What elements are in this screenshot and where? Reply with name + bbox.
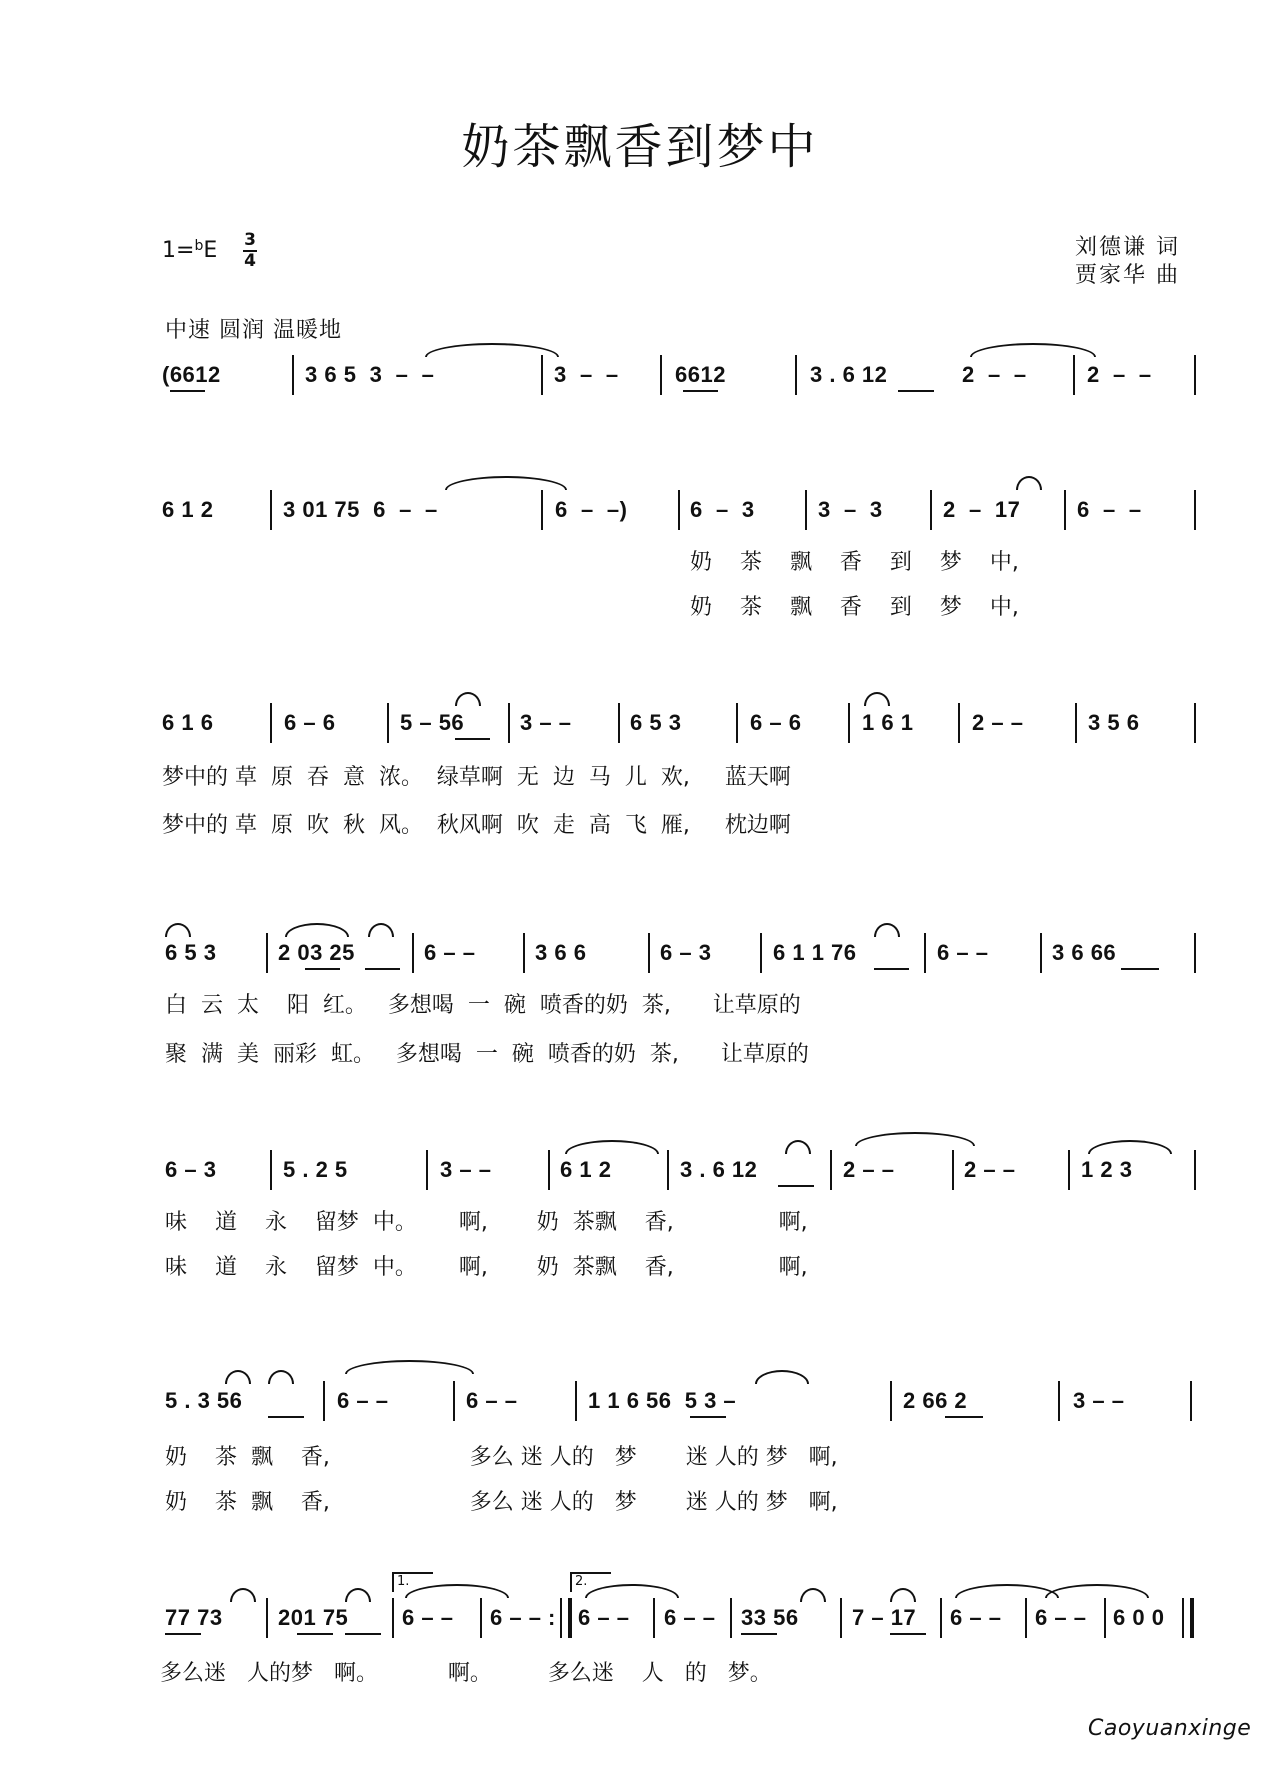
measure: 6 – –) (555, 497, 628, 522)
barline (1075, 703, 1077, 743)
measure: 6 – 3 (690, 497, 755, 522)
barline (541, 355, 543, 395)
beam (305, 968, 340, 970)
repeat-barline (560, 1598, 572, 1638)
beam (165, 1633, 201, 1635)
tie (955, 1584, 1059, 1598)
beam (741, 1633, 777, 1635)
barline (940, 1598, 942, 1638)
page-title: 奶茶飘香到梦中 (461, 119, 819, 175)
beam (455, 738, 490, 740)
barline (795, 355, 797, 395)
tie (855, 1132, 975, 1146)
measure: 1 2 3 (1081, 1157, 1133, 1182)
tie (345, 1360, 474, 1374)
measure: 3 – – (520, 710, 572, 735)
barline (660, 355, 662, 395)
measure: 1 6 1 (862, 710, 914, 735)
barline (958, 703, 960, 743)
barline (730, 1598, 732, 1638)
barline (678, 490, 680, 530)
barline (952, 1150, 954, 1190)
measure: 6 1 2 (560, 1157, 612, 1182)
composer: 贾家华 曲 (1075, 263, 1180, 288)
lyrics-verse-2: 聚 满 美 丽彩 虹。 多想喝 一 碗 喷香的奶 茶, 让草原的 (165, 1042, 809, 1067)
barline (453, 1381, 455, 1421)
barline (1194, 490, 1196, 530)
beam (690, 1416, 726, 1418)
measure: (6612 (162, 362, 221, 387)
measure: 6 0 0 (1113, 1605, 1165, 1630)
lyrics-verse-1: 味 道 永 留梦 中。 啊, 奶 茶飘 香, 啊, (165, 1210, 808, 1235)
measure: 3 01 75 6 – – (283, 497, 438, 522)
lyrics-verse-1: 梦中的 草 原 吞 意 浓。 绿草啊 无 边 马 儿 欢, 蓝天啊 (162, 765, 791, 790)
measure: 6612 (675, 362, 726, 387)
barline (830, 1150, 832, 1190)
measure: 3 – 3 (818, 497, 883, 522)
barline (292, 355, 294, 395)
beam (170, 390, 205, 392)
measure: 6 – – (466, 1388, 518, 1413)
slur (755, 1370, 809, 1384)
slur (1088, 1140, 1172, 1154)
slur (565, 1140, 659, 1154)
measure: 3 6 6 (535, 940, 587, 965)
barline (426, 1150, 428, 1190)
barline (924, 933, 926, 973)
barline (840, 1598, 842, 1638)
barline (1194, 1150, 1196, 1190)
slur (368, 923, 394, 937)
measure: 33 56 (741, 1605, 799, 1630)
measure: 5 . 2 5 (283, 1157, 348, 1182)
barline (1025, 1598, 1027, 1638)
measure: 2 – – (972, 710, 1024, 735)
measure: 5 – 56 (400, 710, 465, 735)
time-numerator: 3 (244, 230, 256, 250)
barline (387, 703, 389, 743)
measure: 6 – – : (490, 1605, 556, 1630)
barline (760, 933, 762, 973)
barline (1194, 933, 1196, 973)
barline (508, 703, 510, 743)
barline (848, 703, 850, 743)
key-signature (162, 238, 217, 263)
lyrics-verse-2: 味 道 永 留梦 中。 啊, 奶 茶飘 香, 啊, (165, 1255, 808, 1280)
barline (392, 1598, 394, 1638)
barline (653, 1598, 655, 1638)
measure: 6 – – (950, 1605, 1002, 1630)
lyrics-verse-1: 奶 茶 飘 香 到 梦 中, (690, 550, 1019, 575)
barline (1064, 490, 1066, 530)
barline (266, 1598, 268, 1638)
measure: 6 – – (1035, 1605, 1087, 1630)
measure: 3 . 6 12 (680, 1157, 758, 1182)
barline (1190, 1381, 1192, 1421)
measure: 3 – – (440, 1157, 492, 1182)
barline (648, 933, 650, 973)
barline (270, 1150, 272, 1190)
measure: 6 – – (424, 940, 476, 965)
measure: 5 . 3 56 (165, 1388, 243, 1413)
measure: 3 . 6 12 (810, 362, 888, 387)
lyrics-verse-2: 梦中的 草 原 吹 秋 风。 秋风啊 吹 走 高 飞 雁, 枕边啊 (162, 813, 791, 838)
tempo-marking: 中速 圆润 温暖地 (165, 318, 342, 343)
final-barline (1182, 1598, 1194, 1638)
barline (541, 490, 543, 530)
measure: 6 – – (337, 1388, 389, 1413)
barline (480, 1598, 482, 1638)
barline (1194, 355, 1196, 395)
slur (230, 1588, 256, 1602)
barline (523, 933, 525, 973)
beam (945, 1416, 983, 1418)
beam (778, 1185, 814, 1187)
slur (225, 1370, 251, 1384)
slur (800, 1588, 826, 1602)
slur (1016, 476, 1042, 490)
credits (1075, 234, 1180, 290)
measure: 3 – – (554, 362, 619, 387)
slur (285, 923, 349, 937)
measure: 2 – – (843, 1157, 895, 1182)
slur (785, 1140, 811, 1154)
tie (1045, 1584, 1149, 1598)
barline (1068, 1150, 1070, 1190)
slur (345, 1588, 371, 1602)
beam (898, 390, 934, 392)
barline (667, 1150, 669, 1190)
measure: 2 66 2 (903, 1388, 968, 1413)
barline (1104, 1598, 1106, 1638)
barline (412, 933, 414, 973)
measure: 6 – 6 (750, 710, 802, 735)
time-denominator: 4 (244, 251, 256, 271)
time-signature (243, 232, 257, 270)
measure: 3 6 66 (1052, 940, 1117, 965)
measure: 3 5 6 (1088, 710, 1140, 735)
key-prefix: 1= (162, 238, 195, 263)
lyrics-verse-1: 白 云 太 阳 红。 多想喝 一 碗 喷香的奶 茶, 让草原的 (165, 993, 801, 1018)
measure: 6 – 6 (284, 710, 336, 735)
beam (297, 1633, 333, 1635)
measure: 201 75 (278, 1605, 349, 1630)
barline (805, 490, 807, 530)
measure: 6 1 2 (162, 497, 214, 522)
key-note: E (203, 238, 218, 263)
barline (575, 1381, 577, 1421)
measure: 6 1 1 76 (773, 940, 857, 965)
slur (268, 1370, 294, 1384)
barline (618, 703, 620, 743)
measure: 6 – – (937, 940, 989, 965)
measure: 3 – – (1073, 1388, 1125, 1413)
beam (890, 1633, 926, 1635)
measure: 7 – 17 (852, 1605, 917, 1630)
barline (270, 490, 272, 530)
barline (1194, 703, 1196, 743)
flat-sign: b (194, 238, 204, 254)
volta-2: 2. (570, 1572, 611, 1592)
measure: 2 – – (962, 362, 1027, 387)
measure: 6 5 3 (165, 940, 217, 965)
measure: 6 – 3 (165, 1157, 217, 1182)
measure: 2 03 25 (278, 940, 355, 965)
lyricist: 刘德谦 词 (1075, 235, 1180, 260)
slur (890, 1588, 916, 1602)
measure: 6 – – (1077, 497, 1142, 522)
slur (874, 923, 900, 937)
barline (1058, 1381, 1060, 1421)
beam (268, 1416, 304, 1418)
beam (365, 968, 400, 970)
barline (930, 490, 932, 530)
barline (1040, 933, 1042, 973)
tie (445, 476, 567, 490)
lyrics-verse-1: 奶 茶 飘 香, 多么 迷 人的 梦 迷 人的 梦 啊, (165, 1445, 838, 1470)
measure: 2 – – (1087, 362, 1152, 387)
tie (970, 343, 1096, 357)
lyrics-verse-1: 多么迷 人的梦 啊。 啊。 多么迷 人 的 梦。 (160, 1661, 772, 1686)
slur (165, 923, 191, 937)
beam (874, 968, 909, 970)
beam (1121, 968, 1159, 970)
measure: 6 5 3 (630, 710, 682, 735)
tie (425, 343, 559, 357)
measure: 6 1 6 (162, 710, 214, 735)
measure: 3 6 5 3 – – (305, 362, 435, 387)
beam (345, 1633, 381, 1635)
beam (683, 390, 718, 392)
barline (736, 703, 738, 743)
barline (548, 1150, 550, 1190)
measure: 1 1 6 56 5 3 – (588, 1388, 737, 1413)
measure: 77 73 (165, 1605, 223, 1630)
measure: 6 – – (664, 1605, 716, 1630)
volta-1: 1. (392, 1572, 433, 1592)
watermark: Caoyuanxinge (1088, 1716, 1252, 1741)
measure: 2 – 17 (943, 497, 1021, 522)
measure: 2 – – (964, 1157, 1016, 1182)
barline (323, 1381, 325, 1421)
slur (864, 692, 890, 706)
barline (270, 703, 272, 743)
barline (890, 1381, 892, 1421)
slur (455, 692, 481, 706)
measure: 6 – – (578, 1605, 630, 1630)
barline (1073, 355, 1075, 395)
barline (266, 933, 268, 973)
measure: 6 – 3 (660, 940, 712, 965)
measure: 6 – – (402, 1605, 454, 1630)
lyrics-verse-2: 奶 茶 飘 香 到 梦 中, (690, 595, 1019, 620)
lyrics-verse-2: 奶 茶 飘 香, 多么 迷 人的 梦 迷 人的 梦 啊, (165, 1490, 838, 1515)
